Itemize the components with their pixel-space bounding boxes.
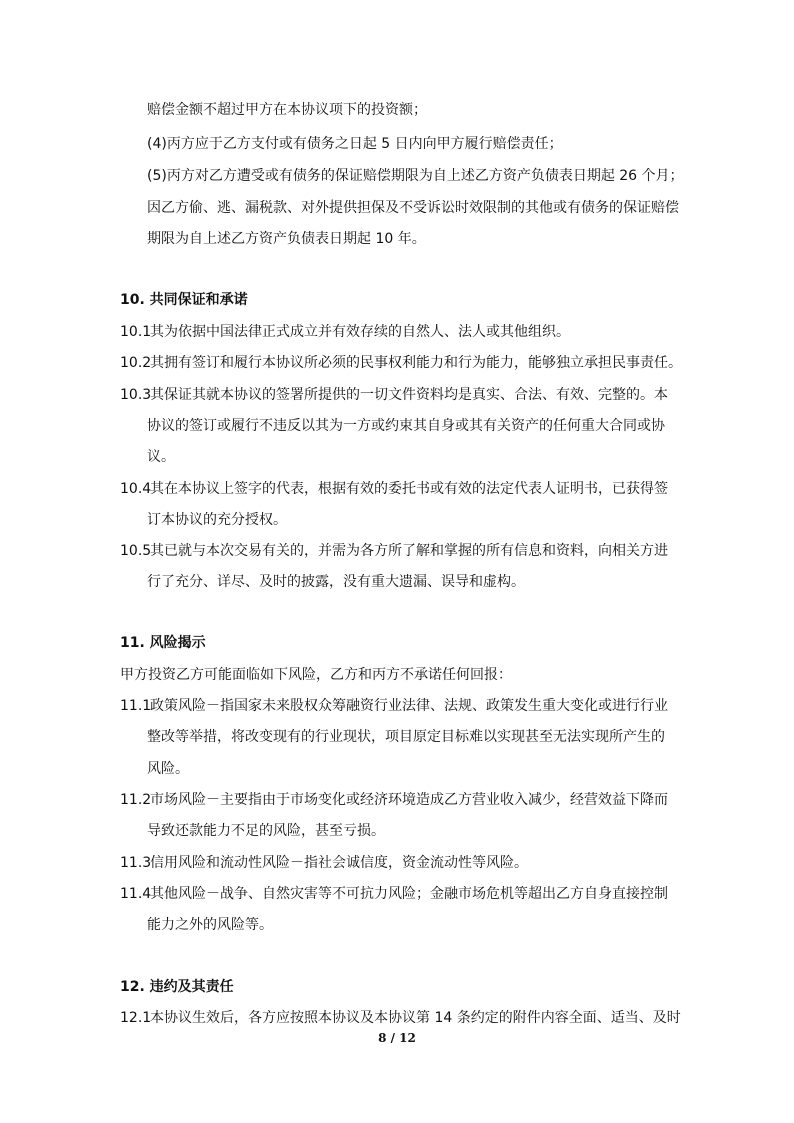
item-text: 本协议生效后，各方应按照本协议及本协议第 14 条约定的附件内容全面、适当、及时 (150, 1010, 681, 1026)
section-heading-11: 11. 风险揭示 (120, 635, 206, 651)
list-item-11-4 (120, 884, 668, 904)
item-number: 10.5 (120, 543, 152, 559)
item-text: 其为依据中国法律正式成立并有效存续的自然人、法人或其他组织。 (150, 324, 570, 340)
section-heading-12: 12. 违约及其责任 (120, 979, 234, 995)
item-text: 政策风险－指国家未来股权众筹融资行业法律、法规、政策发生重大变化或进行行业 (150, 698, 668, 714)
item-text: 其保证其就本协议的签署所提供的一切文件资料均是真实、合法、有效、完整的。本 (150, 387, 668, 403)
paragraph-line: 因乙方偷、逃、漏税款、对外提供担保及不受诉讼时效限制的其他或有债务的保证赔偿 (147, 200, 679, 216)
item-text-cont: 行了充分、详尽、及时的披露，没有重大遗漏、误导和虚构。 (147, 574, 525, 590)
item-number: 11.2 (120, 792, 152, 808)
list-item-10-5 (120, 541, 668, 561)
item-number: 11.1 (120, 698, 152, 714)
item-text-cont: 协议的签订或履行不违反以其为一方或约束其自身或其有关资产的任何重大合同或协 (147, 418, 665, 434)
item-number: 10.4 (120, 481, 152, 497)
section-intro: 甲方投资乙方可能面临如下风险，乙方和丙方不承诺任何回报： (120, 667, 512, 683)
list-item-10-3 (120, 385, 668, 405)
item-text: 其已就与本次交易有关的，并需为各方所了解和掌握的所有信息和资料，向相关方进 (150, 543, 668, 559)
item-text-cont: 议。 (147, 449, 175, 465)
item-number: 10.3 (120, 387, 152, 403)
item-text-cont: 订本协议的充分授权。 (147, 512, 287, 528)
item-text: 信用风险和流动性风险－指社会诚信度，资金流动性等风险。 (150, 855, 528, 871)
paragraph-line: 赔偿金额不超过甲方在本协议项下的投资额； (147, 102, 427, 118)
list-item-10-1 (120, 322, 570, 342)
list-item-10-4 (120, 479, 668, 499)
list-item-10-2 (120, 353, 682, 373)
list-item-12-1 (120, 1008, 681, 1028)
paragraph-line: 期限为自上述乙方资产负债表日期起 10 年。 (147, 231, 426, 247)
item-text-cont: 整改等举措，将改变现有的行业现状，项目原定目标难以实现甚至无法实现所产生的 (147, 729, 665, 745)
section-heading-10: 10. 共同保证和承诺 (120, 292, 248, 308)
item-text: 市场风险－主要指由于市场变化或经济环境造成乙方营业收入减少，经营效益下降而 (150, 792, 668, 808)
item-text-cont: 能力之外的风险等。 (147, 917, 273, 933)
item-number: 11.4 (120, 886, 152, 902)
item-text: 其他风险－战争、自然灾害等不可抗力风险；金融市场危机等超出乙方自身直接控制 (150, 886, 668, 902)
item-number: 12.1 (120, 1010, 152, 1026)
item-text: 其拥有签订和履行本协议所必须的民事权利能力和行为能力，能够独立承担民事责任。 (150, 355, 682, 371)
item-number: 10.1 (120, 324, 152, 340)
paragraph-line: (4)丙方应于乙方支付或有债务之日起 5 日内向甲方履行赔偿责任； (147, 136, 563, 152)
item-number: 10.2 (120, 355, 152, 371)
page-number: 8 / 12 (378, 1031, 416, 1045)
item-text: 其在本协议上签字的代表，根据有效的委托书或有效的法定代表人证明书，已获得签 (150, 481, 668, 497)
item-text-cont: 风险。 (147, 761, 189, 777)
item-text-cont: 导致还款能力不足的风险，甚至亏损。 (147, 823, 385, 839)
paragraph-line: (5)丙方对乙方遭受或有债务的保证赔偿期限为自上述乙方资产负债表日期起 26 个月； (147, 168, 684, 184)
list-item-11-2 (120, 790, 668, 810)
list-item-11-1 (120, 696, 668, 716)
list-item-11-3 (120, 853, 528, 873)
item-number: 11.3 (120, 855, 152, 871)
